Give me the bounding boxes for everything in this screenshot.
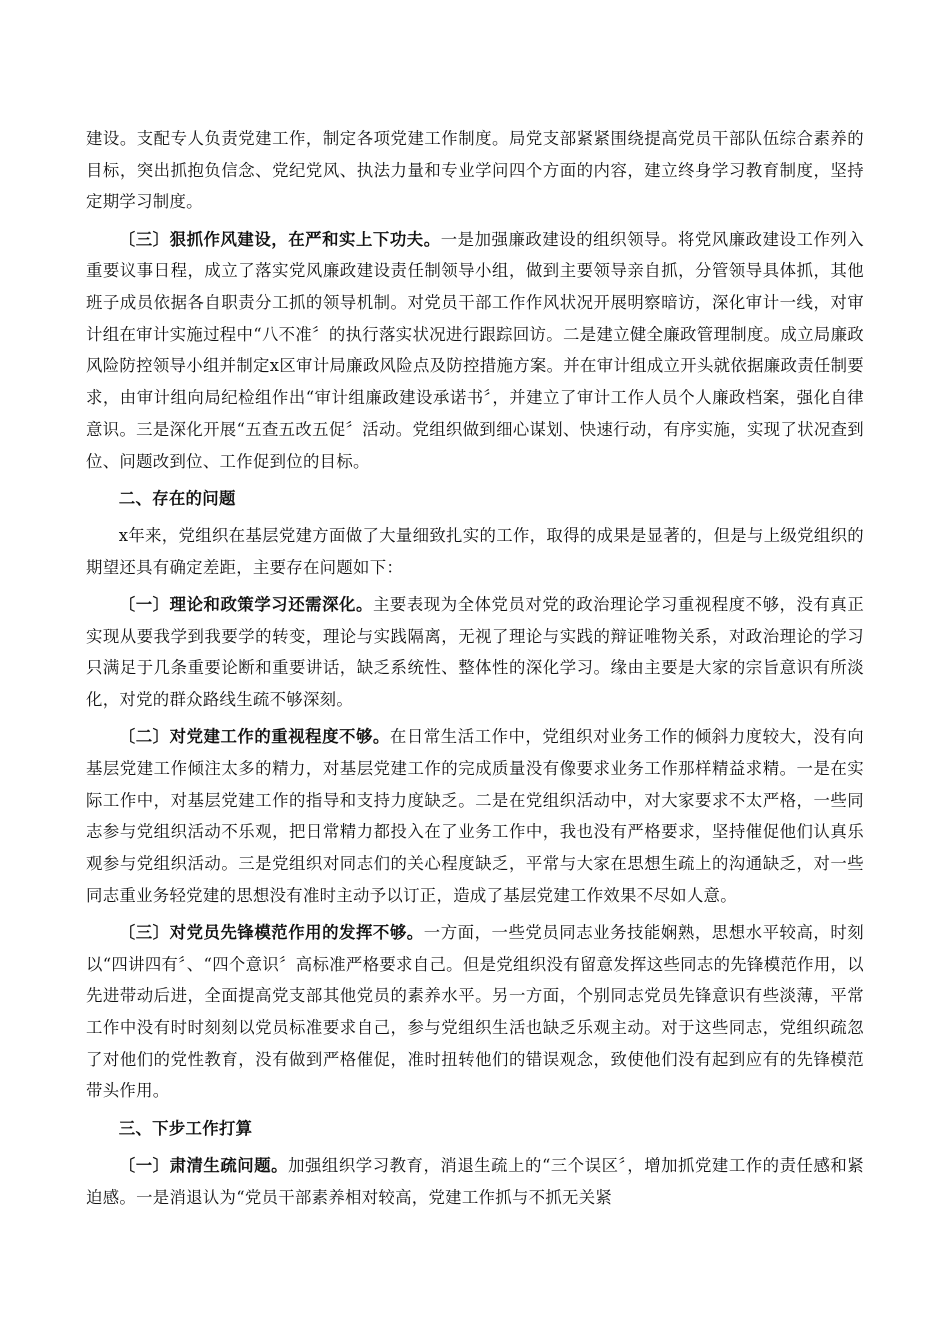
paragraph-text: 在日常生活工作中，党组织对业务工作的倾斜力度较大，没有向基层党建工作倾注太多的精力，对基层党建工作的完成质量没有像要求业务工作那样精益求精。一是在实际工作中，对基层党建工作的指导和支持力度缺乏。二是在党组织活动中，对大家要求不太严格，一些同志参与党组织活动不乐观，把日常精力都投入在了业务工作中，我也没有严格要求，坚持催促他们认真乐观参与党组织活动。三是党组织对同志们的关心程度缺乏，平常与大家在思想生疏上的沟通缺乏，对一些同志重业务轻党建的思想没有准时主动予以订正，造成了基层党建工作效果不尽如人意。: [86, 727, 864, 905]
paragraph-lead: 〔二〕对党建工作的重视程度不够。: [118, 727, 390, 747]
paragraph-text: 主要表现为全体党员对党的政治理论学习重视程度不够，没有真正实现从要我学到我要学的转变，理论与实践隔离，无视了理论与实践的辩证唯物关系，对政治理论的学习只满足于几条重要论断和重要讲话，缺乏系统性、整体性的深化学习。缘由主要是大家的宗旨意识有所淡化，对党的群众路线生疏不够深刻。: [86, 594, 865, 709]
paragraph-clarify-understanding: [86, 1150, 864, 1213]
paragraph-text: 一方面，一些党员同志业务技能娴熟，思想水平较高，时刻以“四讲四有〞、“四个意识〞高标准严格要求自己。但是党组织没有留意发挥这些同志的先锋模范作用，以先进带动后进，全面提高党支部其他党员的素养水平。另一方面，个别同志党员先锋意识有些淡薄，平常工作中没有时时刻刻以党员标准要求自己，参与党组织生活也缺乏乐观主动。对于这些同志，党组织疏忽了对他们的党性教育，没有做到严格催促，准时扭转他们的错误观念，致使他们没有起到应有的先锋模范带头作用。: [86, 922, 864, 1101]
document-page: [86, 123, 864, 1219]
paragraph-continuation: [86, 123, 864, 218]
paragraph-style-building: [86, 224, 864, 478]
paragraph-text: x年来，党组织在基层党建方面做了大量细致扎实的工作，取得的成果是显著的，但是与上级党组织的期望还具有确定差距，主要存在问题如下：: [86, 525, 864, 577]
paragraph-lead: 〔一〕理论和政策学习还需深化。: [118, 594, 373, 614]
paragraph-lead: 〔三〕对党员先锋模范作用的发挥不够。: [118, 922, 424, 942]
paragraph-party-building-attention: [86, 721, 864, 911]
paragraph-lead: 〔一〕肃清生疏问题。: [118, 1155, 289, 1175]
paragraph-theory-study: [86, 589, 864, 716]
paragraph-vanguard-role: [86, 917, 864, 1107]
section-heading-next-steps: 三、下步工作打算: [118, 1118, 253, 1138]
paragraph-text: 一是加强廉政建设的组织领导。将党风廉政建设工作列入重要议事日程，成立了落实党风廉政建设责任制领导小组，做到主要领导亲自抓，分管领导具体抓，其他班子成员依据各自职责分工抓的领导机制。对党员干部工作作风状况开展明察暗访，深化审计一线，对审计组在审计实施过程中“八不准〞的执行落实状况进行跟踪回访。二是建立健全廉政管理制度。成立局廉政风险防控领导小组并制定x区审计局廉政风险点及防控措施方案。并在审计组成立开头就依据廉政责任制要求，由审计组向局纪检组作出“审计组廉政建设承诺书〞，并建立了审计工作人员个人廉政档案，强化自律意识。三是深化开展“五查五改五促〞活动。党组织做到细心谋划、快速行动，有序实施，实现了状况查到位、问题改到位、工作促到位的目标。: [86, 229, 865, 471]
paragraph-text: 加强组织学习教育，消退生疏上的“三个误区〞，增加抓党建工作的责任感和紧迫感。一是消退认为“党员干部素养相对较高，党建工作抓与不抓无关紧: [86, 1155, 865, 1207]
paragraph-lead: 〔三〕狠抓作风建设，在严和实上下功夫。: [118, 229, 441, 249]
section-heading-problems: 二、存在的问题: [118, 488, 236, 508]
paragraph-problems-intro: [86, 520, 864, 583]
paragraph-text: 建设。支配专人负责党建工作，制定各项党建工作制度。局党支部紧紧围绕提高党员干部队伍综合素养的目标，突出抓抱负信念、党纪党风、执法力量和专业学问四个方面的内容，建立终身学习教育制度，坚持定期学习制度。: [86, 129, 864, 212]
